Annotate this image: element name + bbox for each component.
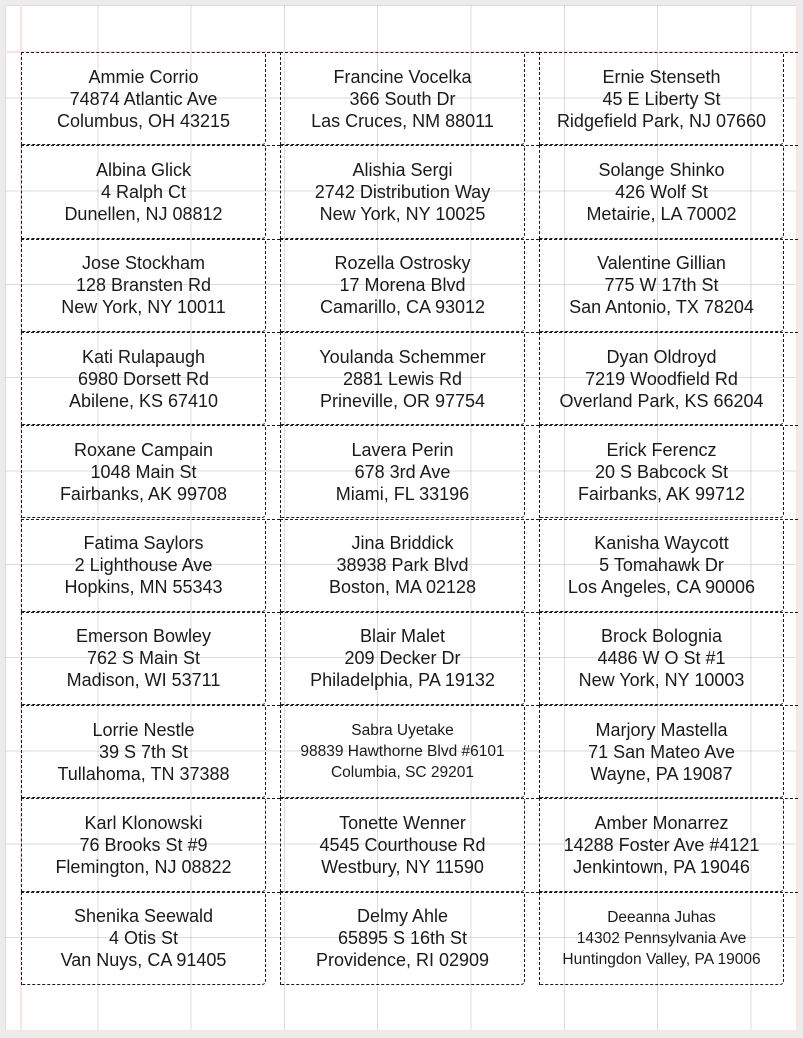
street-address: 20 S Babcock St [594, 461, 729, 482]
recipient-name: Brock Bolognia [600, 626, 723, 647]
recipient-name: Delmy Ahle [356, 906, 449, 927]
recipient-name: Dyan Oldroyd [606, 346, 717, 367]
address-label[interactable] [21, 705, 280, 798]
street-address: 39 S 7th St [98, 741, 189, 762]
street-address: 2 Lighthouse Ave [74, 555, 213, 576]
recipient-name: Rozella Ostrosky [334, 253, 471, 274]
address-label[interactable] [280, 798, 539, 891]
address-label[interactable] [21, 145, 280, 238]
recipient-name: Alishia Sergi [352, 159, 453, 180]
address-label[interactable] [280, 892, 539, 985]
city-state-zip: Tullahoma, TN 37388 [57, 763, 230, 784]
street-address: 4545 Courthouse Rd [319, 835, 486, 856]
recipient-name: Karl Klonowski [84, 813, 203, 834]
address-label[interactable] [21, 332, 280, 425]
city-state-zip: New York, NY 10011 [61, 297, 226, 318]
address-label[interactable] [280, 425, 539, 518]
address-label[interactable] [280, 239, 539, 332]
recipient-name: Solange Shinko [598, 159, 725, 180]
address-label[interactable] [539, 425, 798, 518]
recipient-name: Lavera Perin [351, 439, 454, 460]
bottom-margin-guide [5, 1030, 797, 1032]
city-state-zip: Flemington, NJ 08822 [55, 857, 232, 878]
recipient-name: Tonette Wenner [339, 813, 466, 834]
recipient-name: Blair Malet [359, 626, 446, 647]
recipient-name: Marjory Mastella [595, 719, 728, 740]
city-state-zip: Overland Park, KS 66204 [559, 390, 764, 411]
address-label[interactable] [539, 239, 798, 332]
street-address: 209 Decker Dr [344, 648, 461, 669]
city-state-zip: Abilene, KS 67410 [68, 390, 219, 411]
recipient-name: Jina Briddick [351, 533, 454, 554]
street-address: 4486 W O St #1 [597, 648, 726, 669]
city-state-zip: Metairie, LA 70002 [586, 203, 737, 224]
street-address: 14288 Foster Ave #4121 [563, 835, 760, 856]
recipient-name: Roxane Campain [73, 439, 214, 460]
city-state-zip: Providence, RI 02909 [315, 950, 490, 971]
city-state-zip: Miami, FL 33196 [335, 483, 470, 504]
address-label[interactable] [280, 612, 539, 705]
street-address: 2881 Lewis Rd [342, 368, 463, 389]
street-address: 678 3rd Ave [354, 461, 451, 482]
recipient-name: Albina Glick [95, 159, 192, 180]
address-label[interactable] [539, 52, 798, 145]
address-label[interactable] [280, 332, 539, 425]
address-label[interactable] [21, 425, 280, 518]
city-state-zip: Van Nuys, CA 91405 [60, 950, 227, 971]
recipient-name: Ernie Stenseth [602, 66, 721, 87]
street-address: 2742 Distribution Way [314, 181, 491, 202]
city-state-zip: Huntingdon Valley, PA 19006 [562, 950, 761, 968]
address-label[interactable] [539, 892, 798, 985]
recipient-name: Valentine Gillian [597, 253, 726, 274]
address-label[interactable] [539, 519, 798, 612]
address-label[interactable] [539, 798, 798, 891]
street-address: 5 Tomahawk Dr [599, 555, 724, 576]
street-address: 4 Otis St [108, 928, 179, 949]
street-address: 98839 Hawthorne Blvd #6101 [300, 743, 505, 761]
city-state-zip: Columbus, OH 43215 [56, 110, 231, 131]
city-state-zip: Los Angeles, CA 90006 [567, 577, 756, 598]
street-address: 7219 Woodfield Rd [585, 368, 738, 389]
city-state-zip: Camarillo, CA 93012 [319, 297, 486, 318]
address-label[interactable] [21, 612, 280, 705]
street-address: 74874 Atlantic Ave [69, 88, 218, 109]
city-state-zip: Dunellen, NJ 08812 [64, 203, 223, 224]
address-label[interactable] [539, 705, 798, 798]
address-label[interactable] [21, 239, 280, 332]
city-state-zip: Columbia, SC 29201 [330, 764, 475, 782]
street-address: 366 South Dr [349, 88, 456, 109]
city-state-zip: Jenkintown, PA 19046 [573, 857, 750, 878]
address-label[interactable] [21, 519, 280, 612]
street-address: 76 Brooks St #9 [79, 835, 208, 856]
street-address: 14302 Pennsylvania Ave [576, 929, 747, 947]
city-state-zip: Boston, MA 02128 [328, 577, 477, 598]
street-address: 17 Morena Blvd [339, 275, 466, 296]
recipient-name: Amber Monarrez [594, 813, 729, 834]
street-address: 128 Bransten Rd [75, 275, 212, 296]
address-label[interactable] [280, 705, 539, 798]
recipient-name: Sabra Uyetake [351, 722, 454, 740]
city-state-zip: Madison, WI 53711 [66, 670, 221, 691]
city-state-zip: Fairbanks, AK 99708 [59, 483, 228, 504]
city-state-zip: Wayne, PA 19087 [590, 763, 733, 784]
address-label[interactable] [280, 145, 539, 238]
recipient-name: Shenika Seewald [73, 906, 214, 927]
address-label[interactable] [280, 519, 539, 612]
recipient-name: Deeanna Juhas [607, 908, 716, 926]
city-state-zip: Westbury, NY 11590 [321, 857, 484, 878]
recipient-name: Ammie Corrio [88, 66, 199, 87]
street-address: 65895 S 16th St [337, 928, 468, 949]
street-address: 4 Ralph Ct [100, 181, 187, 202]
street-address: 45 E Liberty St [602, 88, 721, 109]
city-state-zip: Ridgefield Park, NJ 07660 [556, 110, 767, 131]
address-label[interactable] [21, 892, 280, 985]
address-label[interactable] [539, 612, 798, 705]
city-state-zip: Las Cruces, NM 88011 [311, 110, 494, 131]
street-address: 1048 Main St [90, 461, 197, 482]
address-label[interactable] [539, 145, 798, 238]
recipient-name: Emerson Bowley [75, 626, 212, 647]
city-state-zip: San Antonio, TX 78204 [569, 297, 754, 318]
address-label[interactable] [21, 798, 280, 891]
city-state-zip: New York, NY 10003 [578, 670, 745, 691]
street-address: 38938 Park Blvd [336, 555, 469, 576]
city-state-zip: Hopkins, MN 55343 [64, 577, 223, 598]
city-state-zip: Philadelphia, PA 19132 [310, 670, 495, 691]
city-state-zip: Prineville, OR 97754 [319, 390, 486, 411]
street-address: 426 Wolf St [615, 181, 708, 202]
street-address: 71 San Mateo Ave [588, 741, 735, 762]
recipient-name: Kanisha Waycott [594, 533, 729, 554]
street-address: 6980 Dorsett Rd [77, 368, 210, 389]
recipient-name: Francine Vocelka [333, 66, 472, 87]
recipient-name: Erick Ferencz [606, 439, 717, 460]
address-label[interactable] [280, 52, 539, 145]
street-address: 775 W 17th St [604, 275, 719, 296]
city-state-zip: Fairbanks, AK 99712 [577, 483, 746, 504]
city-state-zip: New York, NY 10025 [319, 203, 486, 224]
recipient-name: Jose Stockham [81, 253, 206, 274]
recipient-name: Youlanda Schemmer [319, 346, 486, 367]
address-label[interactable] [21, 52, 280, 145]
recipient-name: Fatima Saylors [83, 533, 204, 554]
recipient-name: Lorrie Nestle [92, 719, 195, 740]
street-address: 762 S Main St [86, 648, 201, 669]
address-label[interactable] [539, 332, 798, 425]
recipient-name: Kati Rulapaugh [81, 346, 206, 367]
